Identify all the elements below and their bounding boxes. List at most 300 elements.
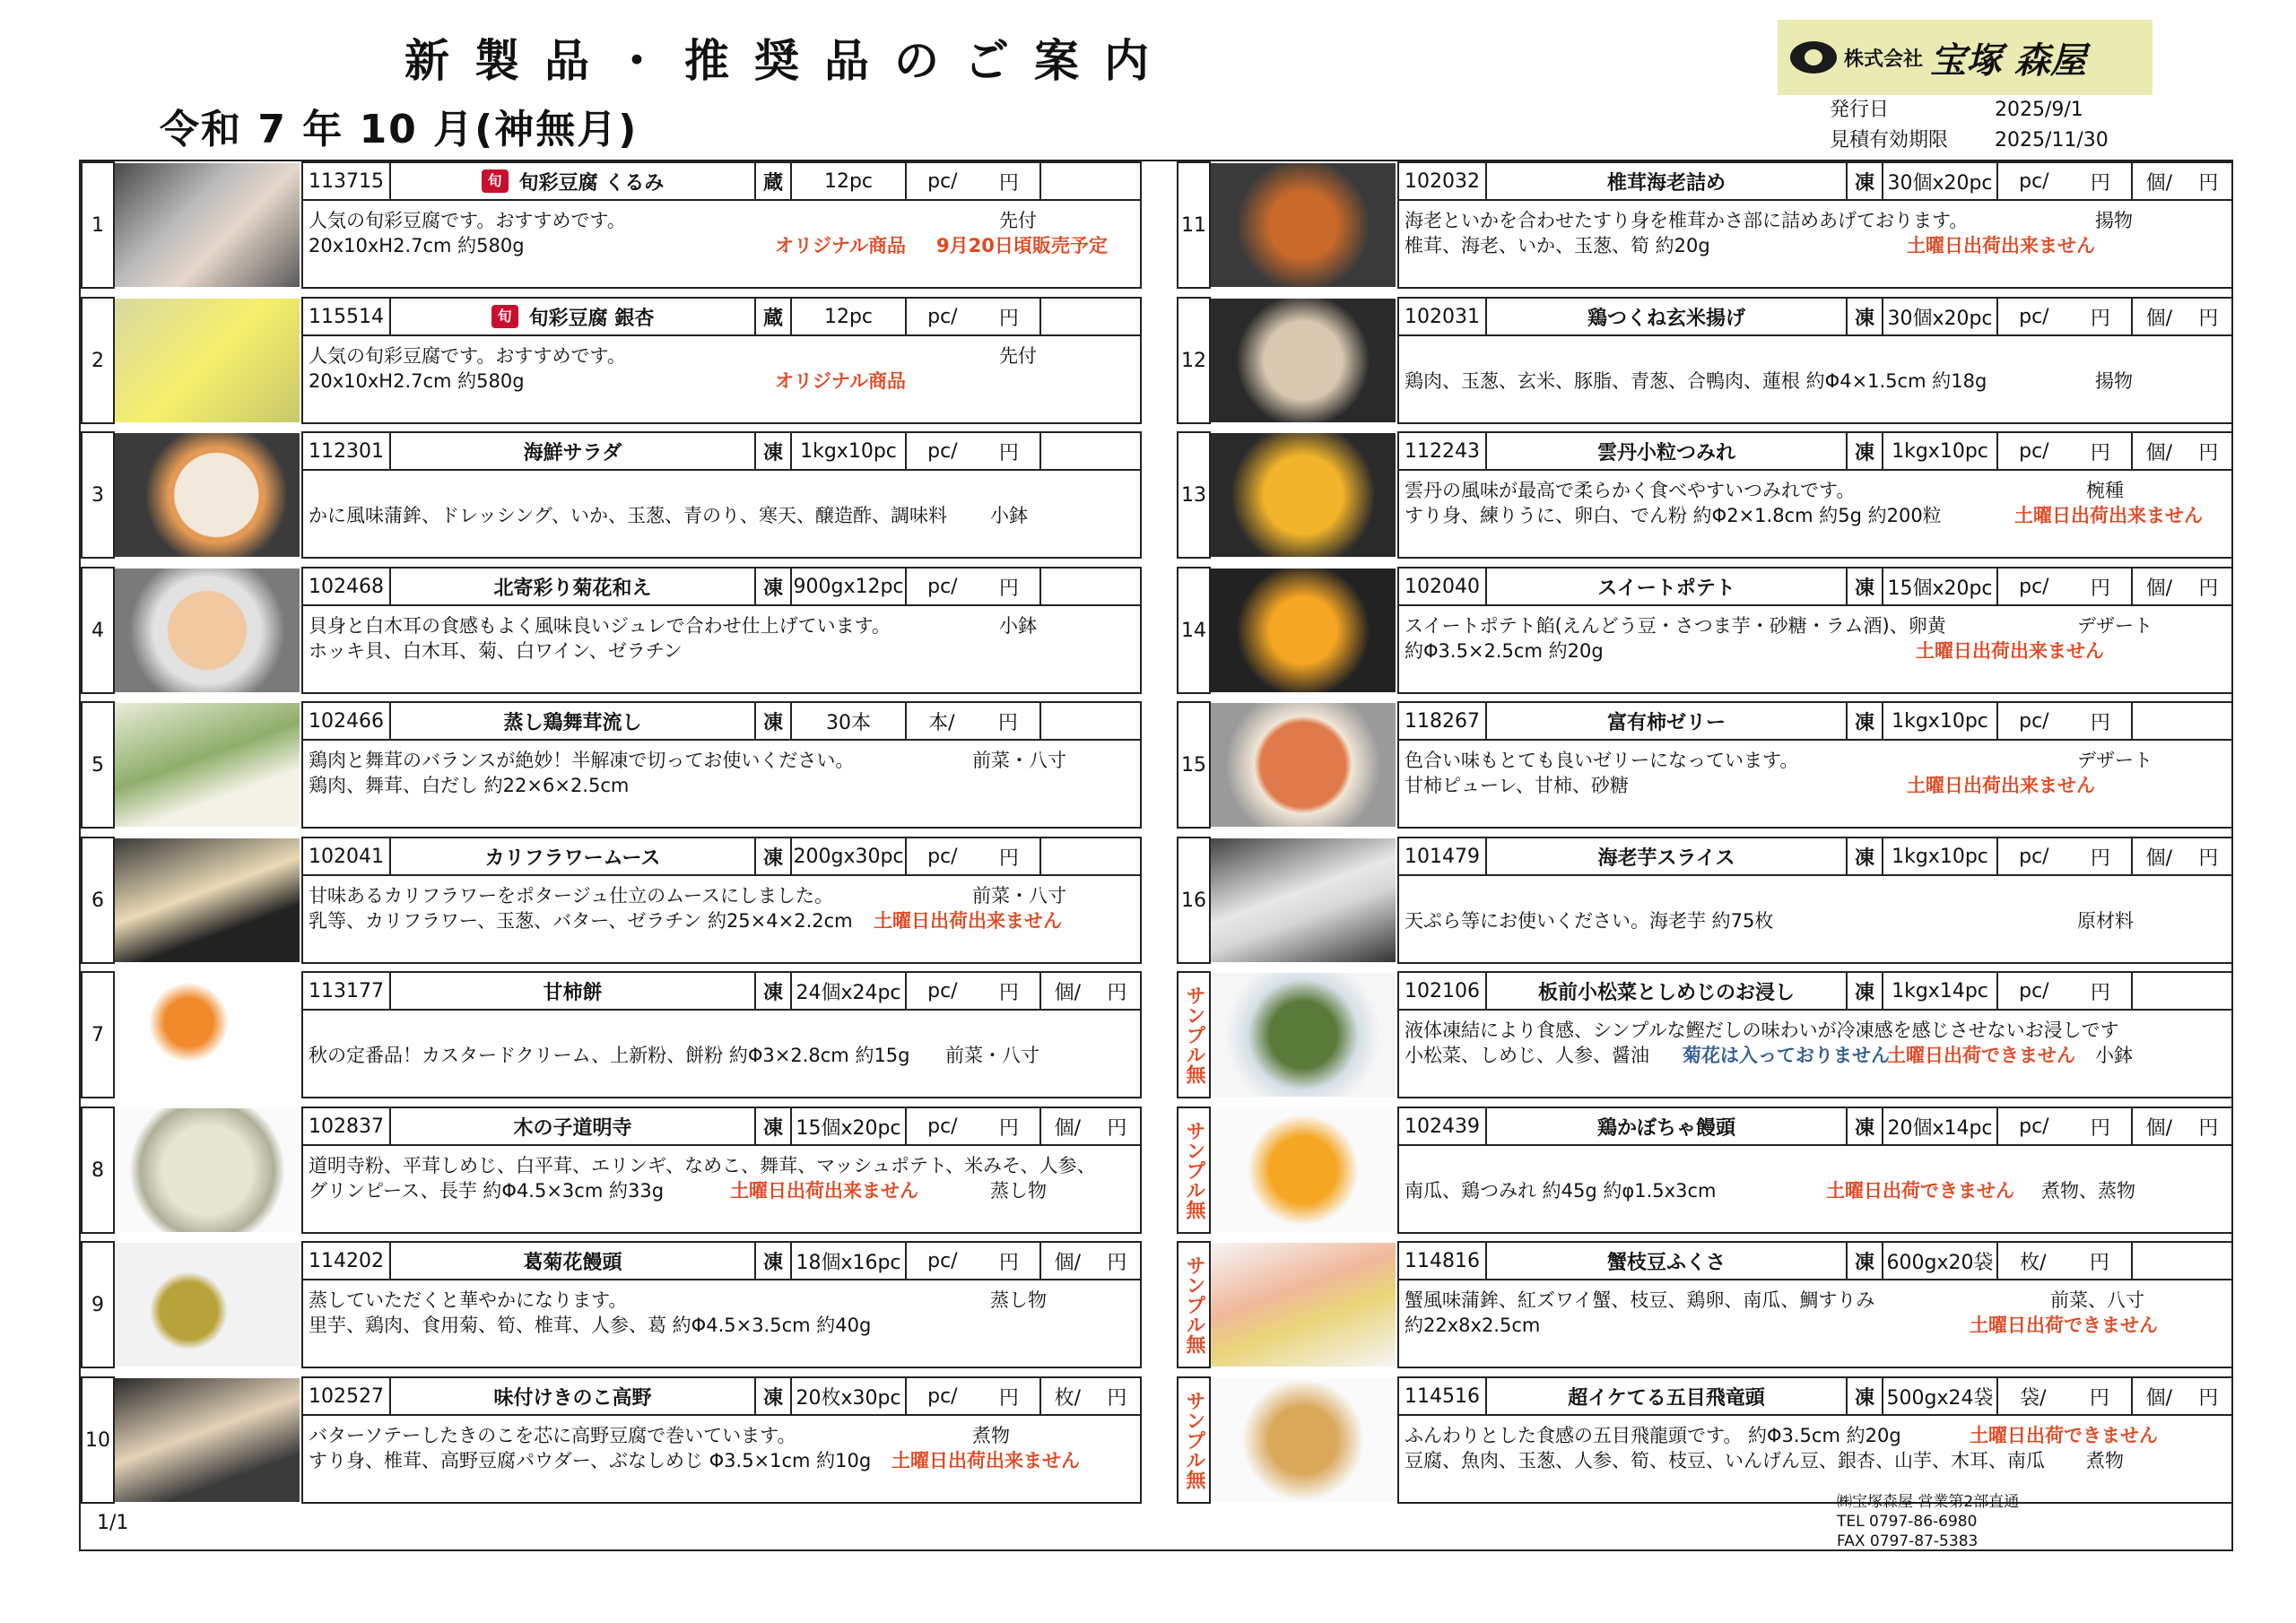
- description-text: 乳等、カリフラワー、玉葱、バター、ゼラチン 約25×4×2.2cm: [309, 910, 853, 932]
- footer-tel: TEL 0797-86-6980: [1837, 1513, 1978, 1531]
- product-name: [1487, 1243, 1848, 1279]
- footer-fax: FAX 0797-87-5383: [1837, 1532, 1979, 1550]
- item-number: 10: [81, 1376, 115, 1504]
- pack-size: 900gx12pc: [792, 568, 907, 604]
- product-code: 102468: [303, 568, 391, 604]
- product-photo: [115, 433, 300, 557]
- description-text: バターソテーしたきのこを芯に高野豆腐で巻いています。: [309, 1425, 796, 1446]
- description-line: [1405, 343, 2226, 369]
- item-number: 7: [81, 971, 115, 1098]
- description-text: 人気の旬彩豆腐です。おすすめです。: [309, 345, 626, 367]
- description-text: 20x10xH2.7cm 約580g: [309, 370, 525, 392]
- description-line: [1405, 883, 2226, 908]
- description-text: 海老といかを合わせたすり身を椎茸かさ部に詰めあげております。: [1405, 210, 1969, 231]
- description-note: 土曜日出荷出来ません: [1907, 235, 2095, 256]
- item-number: 12: [1177, 297, 1211, 424]
- description-note: 前菜・八寸: [945, 1045, 1039, 1066]
- description-line: [309, 369, 1135, 394]
- product-name-text: 木の子道明寺: [513, 1116, 632, 1140]
- item-number: 8: [81, 1107, 115, 1234]
- product-code: 102439: [1399, 1108, 1487, 1144]
- product-code: 101479: [1399, 838, 1487, 874]
- description-text: 鶏肉と舞茸のバランスが絶妙！半解凍で切ってお使いください。: [309, 750, 855, 771]
- catalog-item: [81, 161, 1142, 289]
- item-number: 5: [81, 701, 115, 829]
- item-number: 2: [81, 297, 115, 424]
- item-number: 4: [81, 567, 115, 694]
- unit-label-1: pc/: [927, 439, 958, 463]
- item-header: [1397, 161, 2233, 201]
- yen-label-1: 円: [998, 171, 1019, 195]
- unit-label-1: pc/: [927, 169, 958, 193]
- item-header: [301, 1241, 1142, 1280]
- yen-label-2: 円: [1107, 1386, 1127, 1410]
- description-line: [1405, 478, 2226, 503]
- description-text: 天ぷら等にお使いください。海老芋 約75枚: [1405, 910, 1774, 932]
- footer-company: ㈱宝塚森屋 営業第2部直通: [1837, 1493, 2020, 1511]
- yen-label-1: 円: [997, 711, 1018, 734]
- product-code: 112301: [303, 433, 391, 469]
- pack-size: 15個x20pc: [1883, 568, 1998, 604]
- item-header: [301, 431, 1142, 471]
- item-number: 3: [81, 431, 115, 559]
- description-note: 土曜日出荷出来ません: [891, 1450, 1080, 1471]
- description-text: 南瓜、鶏つみれ 約45g 約φ1.5x3cm: [1405, 1180, 1717, 1202]
- pack-size: 1kgx10pc: [1883, 838, 1998, 874]
- description-note: 土曜日出荷できません: [1826, 1180, 2014, 1202]
- item-description: [301, 1011, 1142, 1098]
- product-photo: [115, 703, 300, 827]
- storage-type: 凍: [1848, 1108, 1883, 1144]
- product-photo: [1211, 1378, 1396, 1502]
- issue-date: 2025/9/1: [1995, 99, 2083, 121]
- product-code: 113715: [303, 163, 391, 199]
- product-name-text: 椎茸海老詰め: [1606, 171, 1726, 195]
- unit-price-2: [2133, 1108, 2231, 1144]
- unit-label-1: pc/: [927, 845, 958, 868]
- product-name-text: 甘柿餅: [543, 981, 603, 1004]
- valid-date: 2025/11/30: [1995, 129, 2109, 152]
- item-description: [1397, 606, 2233, 694]
- storage-type: 蔵: [756, 299, 792, 334]
- product-code: 102031: [1399, 299, 1487, 334]
- item-header: [301, 161, 1142, 201]
- description-note: 土曜日出荷出来ません: [874, 910, 1062, 932]
- unit-label-1: pc/: [927, 575, 958, 598]
- yen-label-2: 円: [2198, 846, 2219, 870]
- product-name: [1487, 1378, 1848, 1414]
- product-name-text: スイートポテト: [1597, 577, 1735, 600]
- yen-label-1: 円: [2090, 307, 2110, 330]
- unit-label-1: pc/: [2019, 709, 2049, 733]
- product-name: [391, 433, 756, 469]
- product-photo: [115, 163, 300, 287]
- unit-price-1: [907, 703, 1041, 739]
- storage-type: 蔵: [756, 163, 792, 199]
- unit-price-2: [2133, 163, 2231, 199]
- product-code: 114516: [1399, 1378, 1487, 1414]
- yen-label-2: 円: [2198, 1116, 2219, 1140]
- unit-price-2: [2133, 299, 2231, 334]
- unit-price-1: [1998, 1378, 2133, 1414]
- description-line: [1405, 1018, 2226, 1043]
- item-header: [1397, 431, 2233, 471]
- description-text: ホッキ貝、白木耳、菊、白ワイン、ゼラチン: [309, 640, 683, 662]
- description-line: [1405, 1153, 2226, 1178]
- item-description: [301, 471, 1142, 559]
- storage-type: 凍: [756, 1378, 792, 1414]
- product-code: 102032: [1399, 163, 1487, 199]
- unit-label-2: 個/: [2145, 577, 2173, 600]
- description-line: [1405, 1313, 2226, 1338]
- catalog-item: [1177, 297, 2233, 424]
- catalog-item: [81, 837, 1142, 964]
- footer-contact: [1837, 1492, 2019, 1551]
- description-text: すり身、練りうに、卵白、でん粉 約Φ2×1.8cm 約5g 約200粒: [1405, 505, 1942, 526]
- pack-size: 18個x16pc: [792, 1243, 907, 1279]
- storage-type: 凍: [1848, 299, 1883, 334]
- unit-label-1: pc/: [2019, 575, 2049, 598]
- product-photo: [1211, 299, 1396, 422]
- catalog-item: [81, 567, 1142, 694]
- unit-price-2: [2133, 703, 2231, 739]
- product-name: [1487, 1108, 1848, 1144]
- item-description: [301, 606, 1142, 694]
- company-logo: [1778, 20, 2152, 95]
- description-line: [1405, 233, 2226, 258]
- company-type: 株式会社: [1844, 48, 1924, 71]
- product-name-text: 海鮮サラダ: [523, 441, 622, 464]
- description-line: [309, 478, 1135, 503]
- description-line: [309, 1423, 1135, 1448]
- sample-label: サンプル無: [1177, 1107, 1211, 1234]
- description-text: スイートポテト餡(えんどう豆・さつま芋・砂糖・ラム酒)、卵黄: [1405, 615, 1946, 637]
- unit-price-1: [1998, 703, 2133, 739]
- item-header: [301, 1107, 1142, 1146]
- product-code: 102040: [1399, 568, 1487, 604]
- product-name: [1487, 703, 1848, 739]
- company-name: 宝塚 森屋: [1930, 39, 2086, 82]
- product-name: [391, 1378, 756, 1414]
- shun-badge: 旬: [482, 169, 509, 193]
- catalog-item: [1177, 567, 2233, 694]
- product-name-text: 蟹枝豆ふくさ: [1606, 1251, 1726, 1274]
- product-name-text: 旬彩豆腐 くるみ: [518, 171, 665, 195]
- product-name: [1487, 568, 1848, 604]
- yen-label-2: 円: [2198, 1386, 2219, 1410]
- product-name-text: 雲丹小粒つみれ: [1596, 441, 1735, 464]
- description-text: 雲丹の風味が最高で柔らかく食べやすいつみれです。: [1405, 480, 1856, 501]
- product-name-text: 味付けきのこ高野: [493, 1386, 652, 1410]
- pack-size: 600gx20袋: [1883, 1243, 1998, 1279]
- unit-label-1: pc/: [2019, 845, 2049, 868]
- catalog-item: [1177, 1241, 2233, 1368]
- product-name-text: 板前小松菜としめじのお浸し: [1537, 981, 1795, 1004]
- description-text: 道明寺粉、平茸しめじ、白平茸、エリンギ、なめこ、舞茸、マッシュポテト、米みそ、人参、: [309, 1155, 1096, 1176]
- item-header: [301, 971, 1142, 1011]
- product-name-text: 葛菊花饅頭: [523, 1251, 622, 1274]
- product-name: [391, 163, 756, 199]
- description-text: 鶏肉、舞茸、白だし 約22×6×2.5cm: [309, 775, 630, 796]
- shun-badge: 旬: [491, 305, 518, 328]
- product-photo: [1211, 433, 1396, 557]
- product-photo: [1211, 973, 1396, 1097]
- pack-size: 1kgx10pc: [1883, 433, 1998, 469]
- description-text: 甘味あるカリフラワーをポタージュ仕立のムースにしました。: [309, 885, 834, 907]
- catalog-item: [81, 701, 1142, 829]
- product-name-text: カリフラワームース: [484, 846, 661, 870]
- description-line: [309, 638, 1135, 664]
- description-note: 煮物: [972, 1425, 1010, 1446]
- item-description: [301, 741, 1142, 829]
- description-text: 里芋、鶏肉、食用菊、筍、椎茸、人参、葛 約Φ4.5×3.5cm 約40g: [309, 1315, 872, 1336]
- sample-label: サンプル無: [1177, 1241, 1211, 1368]
- item-description: [301, 1280, 1142, 1368]
- product-photo: [115, 973, 300, 1097]
- unit-label-2: 枚/: [1054, 1386, 1082, 1410]
- description-line: [309, 343, 1135, 369]
- description-note: 土曜日出荷できません: [1887, 1045, 2075, 1066]
- issue-meta: [1830, 95, 2109, 156]
- description-text: かに風味蒲鉾、ドレッシング、いか、玉葱、青のり、寒天、醸造酢、調味料: [309, 505, 948, 526]
- yen-label-1: 円: [2090, 711, 2110, 734]
- item-description: [1397, 201, 2233, 289]
- description-text: 人気の旬彩豆腐です。おすすめです。: [309, 210, 626, 231]
- pack-size: 1kgx10pc: [792, 433, 907, 469]
- yen-label-1: 円: [2090, 577, 2110, 600]
- product-code: 102837: [303, 1108, 391, 1144]
- unit-price-1: [907, 163, 1041, 199]
- item-description: [1397, 1011, 2233, 1098]
- product-name: [391, 838, 756, 874]
- yen-label-1: 円: [998, 1251, 1019, 1274]
- description-line: [309, 883, 1135, 908]
- unit-price-1: [1998, 433, 2133, 469]
- item-header: [1397, 1376, 2233, 1416]
- pack-size: 30個x20pc: [1883, 163, 1998, 199]
- pack-size: 30本: [792, 703, 907, 739]
- unit-label-2: 個/: [2145, 307, 2173, 330]
- description-text: 液体凍結により食感、シンプルな鰹だしの味わいが冷凍感を感じさせないお浸しです: [1405, 1020, 2119, 1041]
- description-note: 土曜日出荷出来ません: [1916, 640, 2104, 662]
- description-line: [1405, 1178, 2226, 1203]
- product-photo: [115, 838, 300, 962]
- item-number: 11: [1177, 161, 1211, 289]
- product-code: 115514: [303, 299, 391, 334]
- item-description: [1397, 1146, 2233, 1234]
- yen-label-2: 円: [2198, 441, 2219, 464]
- catalog-frame: [79, 160, 2233, 1551]
- product-photo: [1211, 1108, 1396, 1232]
- storage-type: 凍: [1848, 973, 1883, 1009]
- yen-label-1: 円: [998, 441, 1019, 464]
- description-line: [1405, 1423, 2226, 1448]
- unit-price-1: [1998, 838, 2133, 874]
- product-name-text: 超イケてる五目飛竜頭: [1568, 1386, 1765, 1410]
- sample-label: サンプル無: [1177, 971, 1211, 1098]
- unit-label-1: pc/: [2019, 1115, 2049, 1138]
- product-name-text: 鶏つくね玄米揚げ: [1587, 307, 1745, 330]
- unit-price-2: [1041, 973, 1140, 1009]
- description-text: 椎茸、海老、いか、玉葱、筍 約20g: [1405, 235, 1710, 256]
- description-text: 秋の定番品！カスタードクリーム、上新粉、餅粉 約Φ3×2.8cm 約15g: [309, 1045, 910, 1066]
- yen-label-2: 円: [1107, 1251, 1127, 1274]
- product-photo: [1211, 1243, 1396, 1367]
- product-photo: [1211, 838, 1396, 962]
- description-text: 色合い味もとても良いゼリーになっています。: [1405, 750, 1799, 771]
- storage-type: 凍: [1848, 433, 1883, 469]
- description-line: [309, 1313, 1135, 1338]
- product-photo: [115, 1378, 300, 1502]
- product-name: [1487, 973, 1848, 1009]
- yen-label-1: 円: [998, 577, 1019, 600]
- description-note: 椀種: [2086, 480, 2124, 501]
- unit-price-2: [2133, 1243, 2231, 1279]
- product-name-text: 鶏かぼちゃ饅頭: [1596, 1116, 1735, 1140]
- description-line: [1405, 1043, 2226, 1068]
- yen-label-1: 円: [2089, 1386, 2109, 1410]
- description-text: 約Φ3.5×2.5cm 約20g: [1405, 640, 1604, 662]
- item-number: 16: [1177, 837, 1211, 964]
- item-header: [301, 837, 1142, 876]
- description-note: 原材料: [2077, 910, 2134, 932]
- pack-size: 1kgx14pc: [1883, 973, 1998, 1009]
- item-number: 14: [1177, 567, 1211, 694]
- description-note: 小鉢: [990, 505, 1028, 526]
- description-line: [309, 1043, 1135, 1068]
- description-line: [1405, 773, 2226, 798]
- catalog-item: [1177, 1107, 2233, 1234]
- product-name: [1487, 163, 1848, 199]
- description-note: 小鉢: [999, 615, 1037, 637]
- product-name: [391, 703, 756, 739]
- product-name-text: 蒸し鶏舞茸流し: [503, 711, 642, 734]
- unit-label-2: 個/: [2145, 171, 2173, 195]
- storage-type: 凍: [756, 568, 792, 604]
- yen-label-1: 円: [2090, 1116, 2110, 1140]
- description-note: 煮物、蒸物: [2041, 1180, 2135, 1202]
- description-note: 前菜、八寸: [2050, 1289, 2144, 1311]
- description-text: 小松菜、しめじ、人参、醤油: [1405, 1045, 1649, 1066]
- pack-size: 20枚x30pc: [792, 1378, 907, 1414]
- storage-type: 凍: [756, 1108, 792, 1144]
- item-header: [301, 1376, 1142, 1416]
- unit-price-1: [1998, 299, 2133, 334]
- description-note: 小鉢: [2095, 1045, 2133, 1066]
- catalog-item: [81, 1107, 1142, 1234]
- description-note: 土曜日出荷出来ません: [1907, 775, 2095, 796]
- unit-price-2: [1041, 433, 1140, 469]
- product-name-text: 富有柿ゼリー: [1606, 711, 1726, 734]
- item-description: [1397, 336, 2233, 424]
- unit-label-1: pc/: [927, 1384, 958, 1408]
- storage-type: 凍: [1848, 838, 1883, 874]
- unit-label-2: 個/: [2145, 1386, 2173, 1410]
- unit-price-1: [907, 973, 1041, 1009]
- unit-price-2: [1041, 163, 1140, 199]
- product-name: [391, 1243, 756, 1279]
- product-name-text: 北寄彩り菊花和え: [493, 577, 652, 600]
- description-line: [309, 908, 1135, 933]
- description-note: 蒸し物: [990, 1180, 1047, 1202]
- item-number: 15: [1177, 701, 1211, 829]
- storage-type: 凍: [756, 838, 792, 874]
- page-title: 新製品・推奨品のご案内: [404, 35, 1174, 87]
- yen-label-2: 円: [2198, 307, 2219, 330]
- product-code: 102106: [1399, 973, 1487, 1009]
- product-name: [391, 568, 756, 604]
- product-name: [391, 1108, 756, 1144]
- description-note: 先付: [999, 345, 1037, 367]
- yen-label-2: 円: [2198, 171, 2219, 195]
- description-note: オリジナル商品: [775, 235, 906, 256]
- unit-price-2: [2133, 568, 2231, 604]
- unit-price-1: [1998, 973, 2133, 1009]
- description-line: [309, 208, 1135, 233]
- description-line: [1405, 613, 2226, 638]
- catalog-item: [1177, 161, 2233, 289]
- description-line: [309, 1153, 1135, 1178]
- unit-price-1: [907, 1243, 1041, 1279]
- pack-size: 500gx24袋: [1883, 1378, 1998, 1414]
- description-line: [1405, 208, 2226, 233]
- catalog-item: [1177, 837, 2233, 964]
- description-note: 蒸し物: [990, 1289, 1047, 1311]
- catalog-item: [81, 431, 1142, 559]
- item-header: [1397, 1241, 2233, 1280]
- item-description: [301, 201, 1142, 289]
- description-note: 煮物: [2086, 1450, 2124, 1471]
- yen-label-1: 円: [998, 846, 1019, 870]
- unit-price-2: [1041, 1378, 1140, 1414]
- unit-price-1: [907, 1108, 1041, 1144]
- yen-label-1: 円: [2090, 846, 2110, 870]
- storage-type: 凍: [756, 973, 792, 1009]
- description-text: 蒸していただくと華やかになります。: [309, 1289, 628, 1311]
- unit-label-1: 本/: [928, 711, 955, 734]
- yen-label-2: 円: [2198, 577, 2219, 600]
- item-header: [1397, 701, 2233, 741]
- description-line: [309, 233, 1135, 258]
- pack-size: 12pc: [792, 299, 907, 334]
- page-number: 1/1: [97, 1512, 129, 1534]
- storage-type: 凍: [1848, 1243, 1883, 1279]
- description-text: 約22x8x2.5cm: [1405, 1315, 1541, 1336]
- item-number: 6: [81, 837, 115, 964]
- product-photo: [1211, 703, 1396, 827]
- unit-price-2: [2133, 433, 2231, 469]
- item-description: [1397, 1416, 2233, 1504]
- unit-price-1: [1998, 1108, 2133, 1144]
- description-note: 揚物: [2095, 210, 2133, 231]
- item-description: [1397, 1280, 2233, 1368]
- catalog-item: [1177, 431, 2233, 559]
- product-name-text: 旬彩豆腐 銀杏: [528, 307, 655, 330]
- item-header: [1397, 837, 2233, 876]
- item-description: [301, 1146, 1142, 1234]
- yen-label-1: 円: [998, 1386, 1019, 1410]
- description-note: 揚物: [2095, 370, 2133, 392]
- description-note: 土曜日出荷できません: [1970, 1315, 2158, 1336]
- description-line: [1405, 1288, 2226, 1313]
- yen-label-2: 円: [1107, 981, 1127, 1004]
- description-note: 土曜日出荷できません: [1970, 1425, 2158, 1446]
- yen-label-1: 円: [2090, 981, 2110, 1004]
- item-header: [301, 567, 1142, 606]
- unit-label-1: pc/: [2019, 305, 2049, 328]
- product-name-text: 海老芋スライス: [1597, 846, 1735, 870]
- description-text: 蟹風味蒲鉾、紅ズワイ蟹、枝豆、鶏卵、南瓜、鯛すりみ: [1405, 1289, 1875, 1311]
